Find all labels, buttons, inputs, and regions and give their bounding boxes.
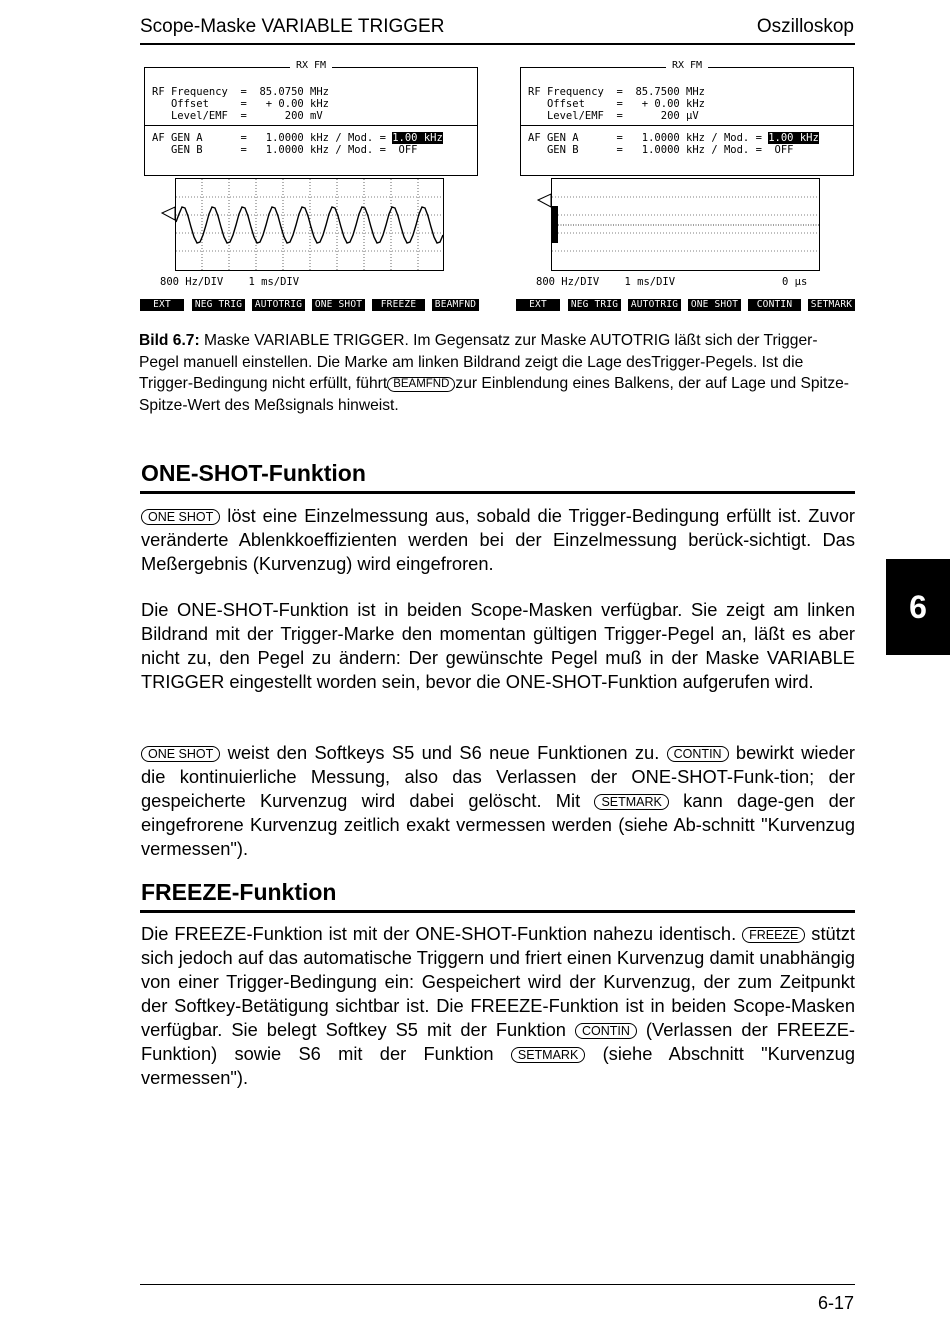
paragraph-text: (siehe Abschnitt "Kurvenzug vermessen"). xyxy=(141,1043,856,1088)
softkey-bar xyxy=(516,299,856,311)
highlighted-mod-value: 1.00 kHz xyxy=(768,132,819,144)
softkey-autotrig[interactable]: AUTOTRIG xyxy=(252,299,305,311)
rf-frequency-row: RF Frequency = 85.0750 MHz xyxy=(152,86,330,98)
trigger-marker xyxy=(538,194,551,207)
section-heading-freeze: FREEZE-Funktion xyxy=(141,879,337,905)
contin-key-label: CONTIN xyxy=(667,746,729,762)
scope-screen-left xyxy=(140,60,480,320)
header-rule xyxy=(140,43,855,45)
section-heading-one-shot: ONE-SHOT-Funktion xyxy=(141,460,366,486)
paragraph-one-shot-3 xyxy=(141,741,855,861)
paragraph-text: bewirkt wieder die kontinuierliche Messung, also das Verlassen der ONE-SHOT-Funk-tion; der gespeicherte Kurvenzug wird dabei gelöscht. Mit xyxy=(141,742,856,811)
softkey-contin[interactable]: CONTIN xyxy=(748,299,801,311)
section-rule xyxy=(140,491,855,494)
level-row: Level/EMF = 200 mV xyxy=(152,110,323,122)
section-rule xyxy=(140,910,855,913)
paragraph-one-shot-1 xyxy=(141,504,855,576)
paragraph-freeze xyxy=(141,922,855,1090)
paragraph-text: Die FREEZE-Funktion ist mit der ONE-SHOT-Funktion nahezu identisch. xyxy=(141,923,743,944)
contin-key-label: CONTIN xyxy=(575,1023,637,1039)
softkey-ext[interactable]: EXT xyxy=(516,299,560,311)
softkey-autotrig[interactable]: AUTOTRIG xyxy=(628,299,681,311)
level-row: Level/EMF = 200 µV xyxy=(528,110,699,122)
waveform-display xyxy=(516,60,856,300)
softkey-bar xyxy=(140,299,480,311)
rf-frequency-row: RF Frequency = 85.7500 MHz xyxy=(528,86,706,98)
offset-row: Offset = + 0.00 kHz xyxy=(528,98,706,110)
setmark-key-label: SETMARK xyxy=(594,794,668,810)
panel-title: RX FM xyxy=(145,60,477,72)
af-gen-a-row: AF GEN A = 1.0000 kHz / Mod. = 1.00 kHz xyxy=(152,132,443,144)
footer-rule xyxy=(140,1284,855,1285)
beam-find-bar xyxy=(552,206,558,243)
page-number: 6-17 xyxy=(817,1293,854,1313)
offset-row: Offset = + 0.00 kHz xyxy=(152,98,330,110)
scale-readout: 800 Hz/DIV 1 ms/DIV xyxy=(160,276,300,288)
beamfnd-key-label: BEAMFND xyxy=(387,377,455,392)
one-shot-key-label: ONE SHOT xyxy=(141,509,220,525)
softkey-one-shot[interactable]: ONE SHOT xyxy=(312,299,365,311)
softkey-beamfnd[interactable]: BEAMFND xyxy=(432,299,479,311)
paragraph-text: stützt sich jedoch auf das automatische Triggern und friert einen Kurvenzug damit unabhängig von einer Trigger-Bedingung ein: Gespeichert wird der Kurvenzug, der zum Zeitpunkt der Softkey-Betätigung sichtbar ist. Die FREEZE-Funktion ist in beiden Scope-Masken verfügbar. Sie belegt Softkey S5 mit der Funktion xyxy=(141,923,855,1040)
caption-label: Bild 6.7: xyxy=(139,332,200,349)
chapter-tab: 6 xyxy=(886,559,950,655)
softkey-setmark[interactable]: SETMARK xyxy=(808,299,855,311)
trigger-marker xyxy=(162,207,175,220)
running-header-title: Scope-Maske VARIABLE TRIGGER xyxy=(140,16,445,37)
softkey-ext[interactable]: EXT xyxy=(140,299,184,311)
gen-b-row: GEN B = 1.0000 kHz / Mod. = OFF xyxy=(528,144,794,156)
softkey-freeze[interactable]: FREEZE xyxy=(372,299,425,311)
freeze-key-label: FREEZE xyxy=(742,927,805,943)
paragraph-text: kann dage-gen der eingefrorene Kurvenzug zeitlich exakt vermessen werden (siehe Ab-schnitt "Kurvenzug vermessen"). xyxy=(141,790,856,859)
paragraph-text: löst eine Einzelmessung aus, sobald die Trigger-Bedingung erfüllt ist. Zuvor veränderte Ablenkkoeffizienten werden bei der Einzelmessung berück-sichtigt. Das Meßergebnis (Kurvenzug) wird eingefroren. xyxy=(141,505,855,574)
time-readout: 0 µs xyxy=(782,276,808,288)
gen-b-row: GEN B = 1.0000 kHz / Mod. = OFF xyxy=(152,144,418,156)
paragraph-text: weist den Softkeys S5 und S6 neue Funktionen zu. xyxy=(220,742,667,763)
caption-text: Maske VARIABLE TRIGGER. Im Gegensatz zur Maske AUTOTRIG läßt sich der Trigger-Pegel manuell einstellen. Die Marke am linken Bildrand zeigt die Lage desTrigger-Pegels. Ist die Trigger-Bedingung nicht erfüllt, führt xyxy=(139,332,818,392)
softkey-one-shot[interactable]: ONE SHOT xyxy=(688,299,741,311)
caption-text-end: zur Einblendung eines Balkens, der auf Lage und Spitze-Spitze-Wert des Meßsignals hinweist. xyxy=(139,375,849,414)
one-shot-key-label: ONE SHOT xyxy=(141,746,220,762)
running-header-section: Oszilloskop xyxy=(756,16,854,37)
waveform-display xyxy=(140,60,480,300)
scope-screen-right xyxy=(516,60,856,320)
af-gen-a-row: AF GEN A = 1.0000 kHz / Mod. = 1.00 kHz xyxy=(528,132,819,144)
scale-readout: 800 Hz/DIV 1 ms/DIV xyxy=(536,276,676,288)
figure-caption xyxy=(139,330,857,416)
paragraph-one-shot-2: Die ONE-SHOT-Funktion ist in beiden Scope-Masken verfügbar. Sie zeigt am linken Bildrand mit der Trigger-Marke den momentan gültigen Trigger-Pegel an, läßt es aber nicht zu, den Pegel zu ändern: Der gewünschte Pegel muß in der Maske VARIABLE TRIGGER eingestellt worden sein, bevor die ONE-SHOT-Funktion aufgerufen wird. xyxy=(141,599,855,692)
softkey-neg-trig[interactable]: NEG TRIG xyxy=(568,299,621,311)
softkey-neg-trig[interactable]: NEG TRIG xyxy=(192,299,245,311)
paragraph-text: (Verlassen der FREEZE-Funktion) sowie S6 mit der Funktion xyxy=(141,1019,855,1064)
panel-title: RX FM xyxy=(521,60,853,72)
setmark-key-label: SETMARK xyxy=(511,1047,585,1063)
highlighted-mod-value: 1.00 kHz xyxy=(392,132,443,144)
